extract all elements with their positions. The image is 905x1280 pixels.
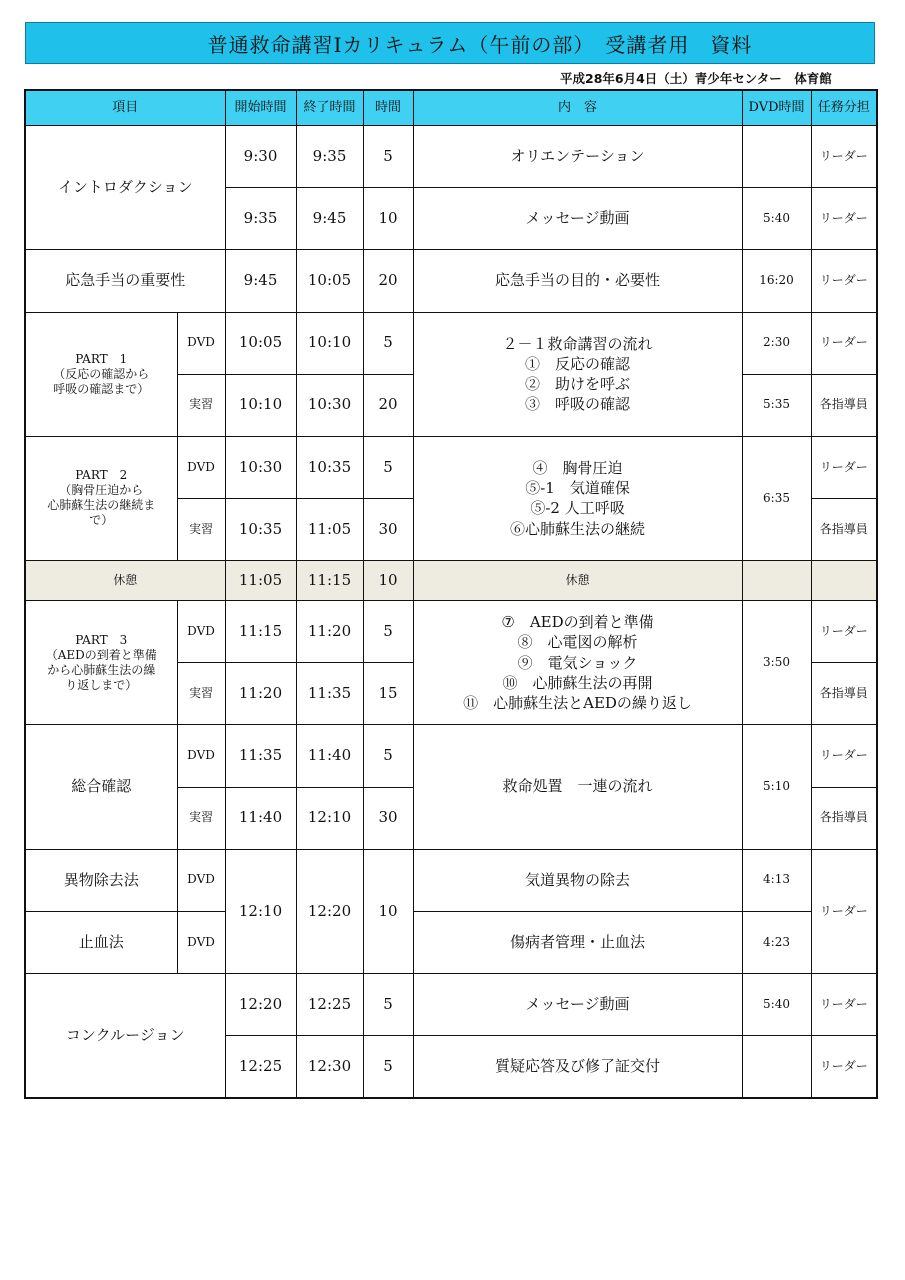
role: リーダー xyxy=(811,188,877,250)
dvd-time: 6:35 xyxy=(742,436,811,560)
start-time: 12:25 xyxy=(225,1036,296,1098)
start-time: 9:35 xyxy=(225,188,296,250)
end-time: 11:40 xyxy=(296,725,363,787)
dvd-time xyxy=(742,126,811,188)
session-type: 実習 xyxy=(177,787,225,849)
end-time: 12:10 xyxy=(296,787,363,849)
end-time: 12:20 xyxy=(296,849,363,973)
header-end: 終了時間 xyxy=(296,90,363,126)
session-type: DVD xyxy=(177,725,225,787)
row-label-multiline xyxy=(25,436,177,560)
content-item: ⑤-1 気道確保 xyxy=(525,479,630,498)
role: リーダー xyxy=(811,725,877,787)
start-time: 11:05 xyxy=(225,561,296,601)
row-label-multiline xyxy=(25,312,177,436)
session-type: 実習 xyxy=(177,663,225,725)
end-time: 10:30 xyxy=(296,374,363,436)
session-type: DVD xyxy=(177,601,225,663)
table-row xyxy=(25,126,877,188)
content-item: ① 反応の確認 xyxy=(525,354,631,373)
end-time: 11:20 xyxy=(296,601,363,663)
dvd-time: 5:10 xyxy=(742,725,811,849)
row-label: 応急手当の重要性 xyxy=(25,250,225,312)
curriculum-table xyxy=(24,89,878,1099)
content-item: ④ 胸骨圧迫 xyxy=(532,458,623,477)
start-time: 11:15 xyxy=(225,601,296,663)
dvd-time: 5:40 xyxy=(742,974,811,1036)
duration: 15 xyxy=(363,663,413,725)
end-time: 10:05 xyxy=(296,250,363,312)
content-item: ② 助けを呼ぶ xyxy=(525,375,631,394)
role xyxy=(811,561,877,601)
dvd-time: 4:13 xyxy=(742,849,811,911)
content-item: ⑩ 心肺蘇生法の再開 xyxy=(502,673,653,692)
start-time: 11:35 xyxy=(225,725,296,787)
row-label: 総合確認 xyxy=(25,725,177,849)
dvd-time: 16:20 xyxy=(742,250,811,312)
content-item: ⑨ 電気ショック xyxy=(517,653,638,672)
role: リーダー xyxy=(811,601,877,663)
role: 各指導員 xyxy=(811,374,877,436)
content: メッセージ動画 xyxy=(413,188,742,250)
table-row xyxy=(25,436,877,498)
header-start: 開始時間 xyxy=(225,90,296,126)
end-time: 10:35 xyxy=(296,436,363,498)
content-item: ⑤-2 人工呼吸 xyxy=(530,499,625,518)
role: リーダー xyxy=(811,1036,877,1098)
content-item: ⑧ 心電図の解析 xyxy=(517,633,638,652)
session-type: DVD xyxy=(177,436,225,498)
row-label: 止血法 xyxy=(25,911,177,973)
content-list xyxy=(413,312,742,436)
duration: 20 xyxy=(363,374,413,436)
table-row xyxy=(25,601,877,663)
content-item: ⑦ AEDの到着と準備 xyxy=(501,613,654,632)
row-label: コンクルージョン xyxy=(25,974,225,1099)
content: オリエンテーション xyxy=(413,126,742,188)
start-time: 11:40 xyxy=(225,787,296,849)
header-dvd-time: DVD時間 xyxy=(742,90,811,126)
content-list xyxy=(413,601,742,725)
duration: 5 xyxy=(363,974,413,1036)
start-time: 10:05 xyxy=(225,312,296,374)
end-time: 12:25 xyxy=(296,974,363,1036)
duration: 5 xyxy=(363,601,413,663)
start-time: 9:45 xyxy=(225,250,296,312)
end-time: 9:35 xyxy=(296,126,363,188)
role: リーダー xyxy=(811,974,877,1036)
table-row xyxy=(25,250,877,312)
dvd-time: 5:35 xyxy=(742,374,811,436)
row-label-multiline xyxy=(25,601,177,725)
session-type: DVD xyxy=(177,911,225,973)
end-time: 11:15 xyxy=(296,561,363,601)
dvd-time: 2:30 xyxy=(742,312,811,374)
table-row xyxy=(25,312,877,374)
role: リーダー xyxy=(811,849,877,973)
header-role: 任務分担 xyxy=(811,90,877,126)
content: 気道異物の除去 xyxy=(413,849,742,911)
role: リーダー xyxy=(811,436,877,498)
duration: 5 xyxy=(363,725,413,787)
dvd-time xyxy=(742,1036,811,1098)
break-label: 休憩 xyxy=(25,561,225,601)
table-row xyxy=(25,725,877,787)
role: 各指導員 xyxy=(811,787,877,849)
duration: 10 xyxy=(363,188,413,250)
session-type: DVD xyxy=(177,849,225,911)
start-time: 12:20 xyxy=(225,974,296,1036)
content-item: ③ 呼吸の確認 xyxy=(525,395,631,414)
dvd-time: 4:23 xyxy=(742,911,811,973)
content: 応急手当の目的・必要性 xyxy=(413,250,742,312)
content: 傷病者管理・止血法 xyxy=(413,911,742,973)
start-time: 9:30 xyxy=(225,126,296,188)
end-time: 11:35 xyxy=(296,663,363,725)
part1-label: PART 1 （反応の確認から 呼吸の確認まで） xyxy=(53,351,150,396)
content-item: ２－１救命講習の流れ xyxy=(502,334,653,353)
header-content: 内 容 xyxy=(413,90,742,126)
document-title-banner xyxy=(25,22,875,64)
start-time: 10:30 xyxy=(225,436,296,498)
table-row xyxy=(25,849,877,911)
role: リーダー xyxy=(811,126,877,188)
header-duration: 時間 xyxy=(363,90,413,126)
start-time: 10:10 xyxy=(225,374,296,436)
document-title: 普通救命講習Ⅰカリキュラム（午前の部） 受講者用 資料 xyxy=(207,32,753,57)
break-row xyxy=(25,561,877,601)
session-type: 実習 xyxy=(177,374,225,436)
row-label: 異物除去法 xyxy=(25,849,177,911)
role: 各指導員 xyxy=(811,498,877,560)
content: 救命処置 一連の流れ xyxy=(413,725,742,849)
dvd-time: 5:40 xyxy=(742,188,811,250)
duration: 20 xyxy=(363,250,413,312)
duration: 5 xyxy=(363,312,413,374)
session-type: DVD xyxy=(177,312,225,374)
duration: 5 xyxy=(363,1036,413,1098)
content: 質疑応答及び修了証交付 xyxy=(413,1036,742,1098)
dvd-time: 3:50 xyxy=(742,601,811,725)
role: リーダー xyxy=(811,250,877,312)
row-label: イントロダクション xyxy=(25,126,225,250)
duration: 5 xyxy=(363,126,413,188)
header-row xyxy=(25,90,877,126)
role: 各指導員 xyxy=(811,663,877,725)
duration: 30 xyxy=(363,787,413,849)
end-time: 11:05 xyxy=(296,498,363,560)
start-time: 10:35 xyxy=(225,498,296,560)
start-time: 12:10 xyxy=(225,849,296,973)
duration: 30 xyxy=(363,498,413,560)
content-list xyxy=(413,436,742,560)
session-type: 実習 xyxy=(177,498,225,560)
part2-label: PART 2 （胸骨圧迫から 心肺蘇生法の継続ま で） xyxy=(47,468,156,528)
part3-label: PART 3 （AEDの到着と準備 から心肺蘇生法の繰 り返しまで） xyxy=(45,632,157,692)
duration: 10 xyxy=(363,561,413,601)
content-item: ⑥心肺蘇生法の継続 xyxy=(510,519,646,538)
duration: 10 xyxy=(363,849,413,973)
content: メッセージ動画 xyxy=(413,974,742,1036)
table-row xyxy=(25,974,877,1036)
start-time: 11:20 xyxy=(225,663,296,725)
date-venue: 平成28年6月4日（土）青少年センター 体育館 xyxy=(560,71,832,86)
dvd-time xyxy=(742,561,811,601)
content-item: ⑪ 心肺蘇生法とAEDの繰り返し xyxy=(463,694,692,713)
header-item: 項目 xyxy=(25,90,225,126)
end-time: 9:45 xyxy=(296,188,363,250)
end-time: 12:30 xyxy=(296,1036,363,1098)
end-time: 10:10 xyxy=(296,312,363,374)
table-row xyxy=(25,911,877,973)
duration: 5 xyxy=(363,436,413,498)
content: 休憩 xyxy=(413,561,742,601)
role: リーダー xyxy=(811,312,877,374)
